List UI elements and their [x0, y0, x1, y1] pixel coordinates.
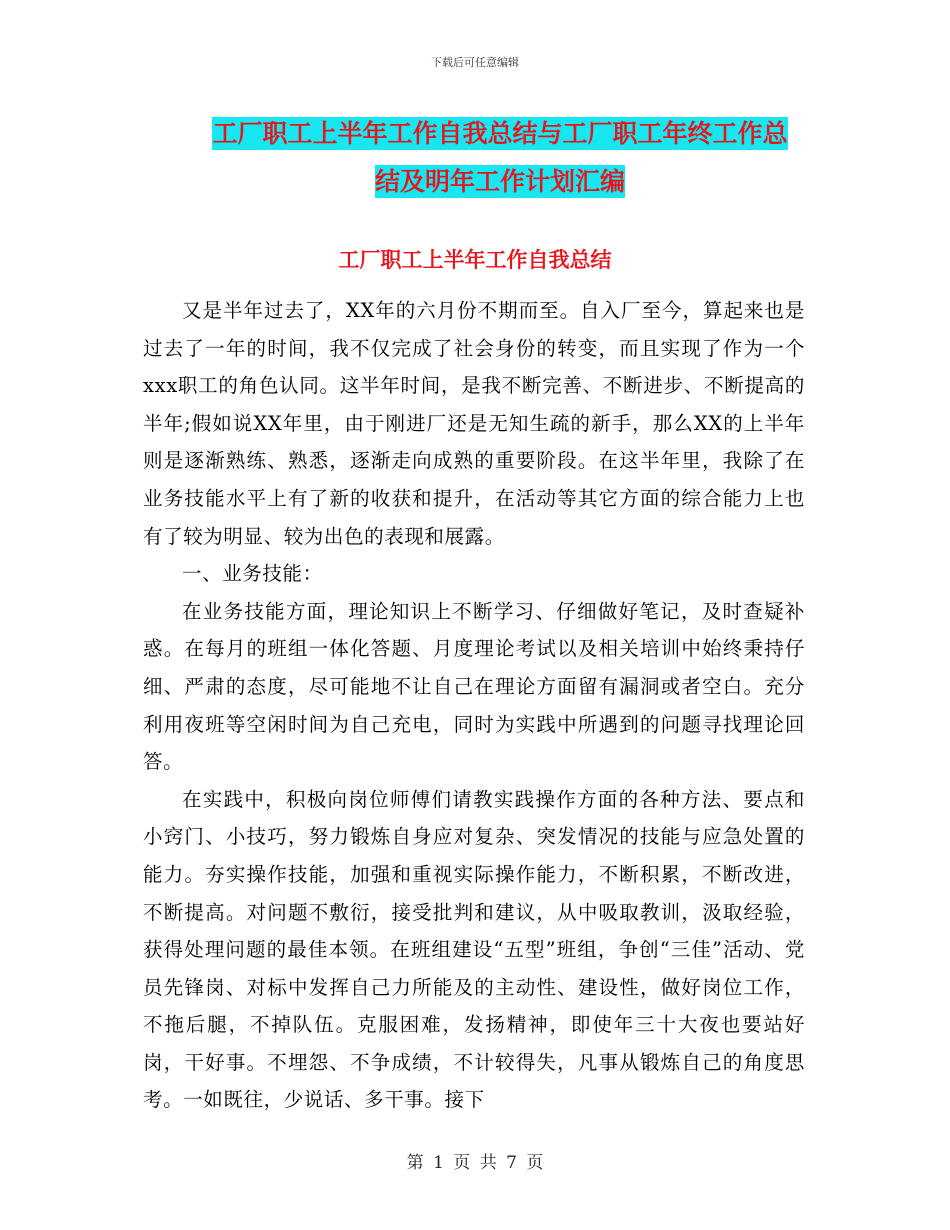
section-title: 工厂职工上半年工作自我总结 [338, 248, 612, 272]
paragraph-heading-business-skills: 一、业务技能： [182, 562, 323, 586]
paragraph-practice: 在实践中，积极向岗位师傅们请教实践操作方面的各种方法、要点和小窍门、小技巧，努力锻炼自身应对复杂、突发情况的技能与应急处置的能力。夯实操作技能，加强和重视实际操作能力，不断积累，不断改进，不断提高。对问题不敷衍，接受批判和建议，从中吸取教训，汲取经验，获得处理问题的最佳本领。在班组建设“五型”班组，争创“三佳”活动、党员先锋岗、对标中发挥自己力所能及的主动性、建设性，做好岗位工作，不拖后腿，不掉队伍。克服困难，发扬精神，即使年三十大夜也要站好岗，干好事。不埋怨、不争成绩，不计较得失，凡事从锻炼自己的角度思考。一如既往，少说话、多干事。接下 [143, 787, 805, 1112]
paragraph-intro: 又是半年过去了，XX年的六月份不期而至。自入厂至今，算起来也是过去了一年的时间，我不仅完成了社会身份的转变，而且实现了作为一个xxx职工的角色认同。这半年时间，是我不断完善、不断进步、不断提高的半年;假如说XX年里，由于刚进厂还是无知生疏的新手，那么XX的上半年则是逐渐熟练、熟悉，逐渐走向成熟的重要阶段。在这半年里，我除了在业务技能水平上有了新的收获和提升，在活动等其它方面的综合能力上也有了较为明显、较为出色的表现和展露。 [143, 299, 805, 548]
body-text [143, 292, 805, 1119]
paragraph-theory: 在业务技能方面，理论知识上不断学习、仔细做好笔记，及时查疑补惑。在每月的班组一体化答题、月度理论考试以及相关培训中始终秉持仔细、严肃的态度，尽可能地不让自己在理论方面留有漏洞或者空白。充分利用夜班等空闲时间为自己充电，同时为实践中所遇到的问题寻找理论回答。 [143, 599, 805, 774]
document-title-line-2: 结及明年工作计划汇编 [374, 167, 625, 196]
document-title-line-1: 工厂职工上半年工作自我总结与工厂职工年终工作总 [212, 119, 788, 148]
header-note: 下载后可任意编辑 [431, 56, 519, 69]
document-title [140, 110, 860, 206]
page-number-footer: 第 1 页 共 7 页 [406, 1153, 544, 1173]
